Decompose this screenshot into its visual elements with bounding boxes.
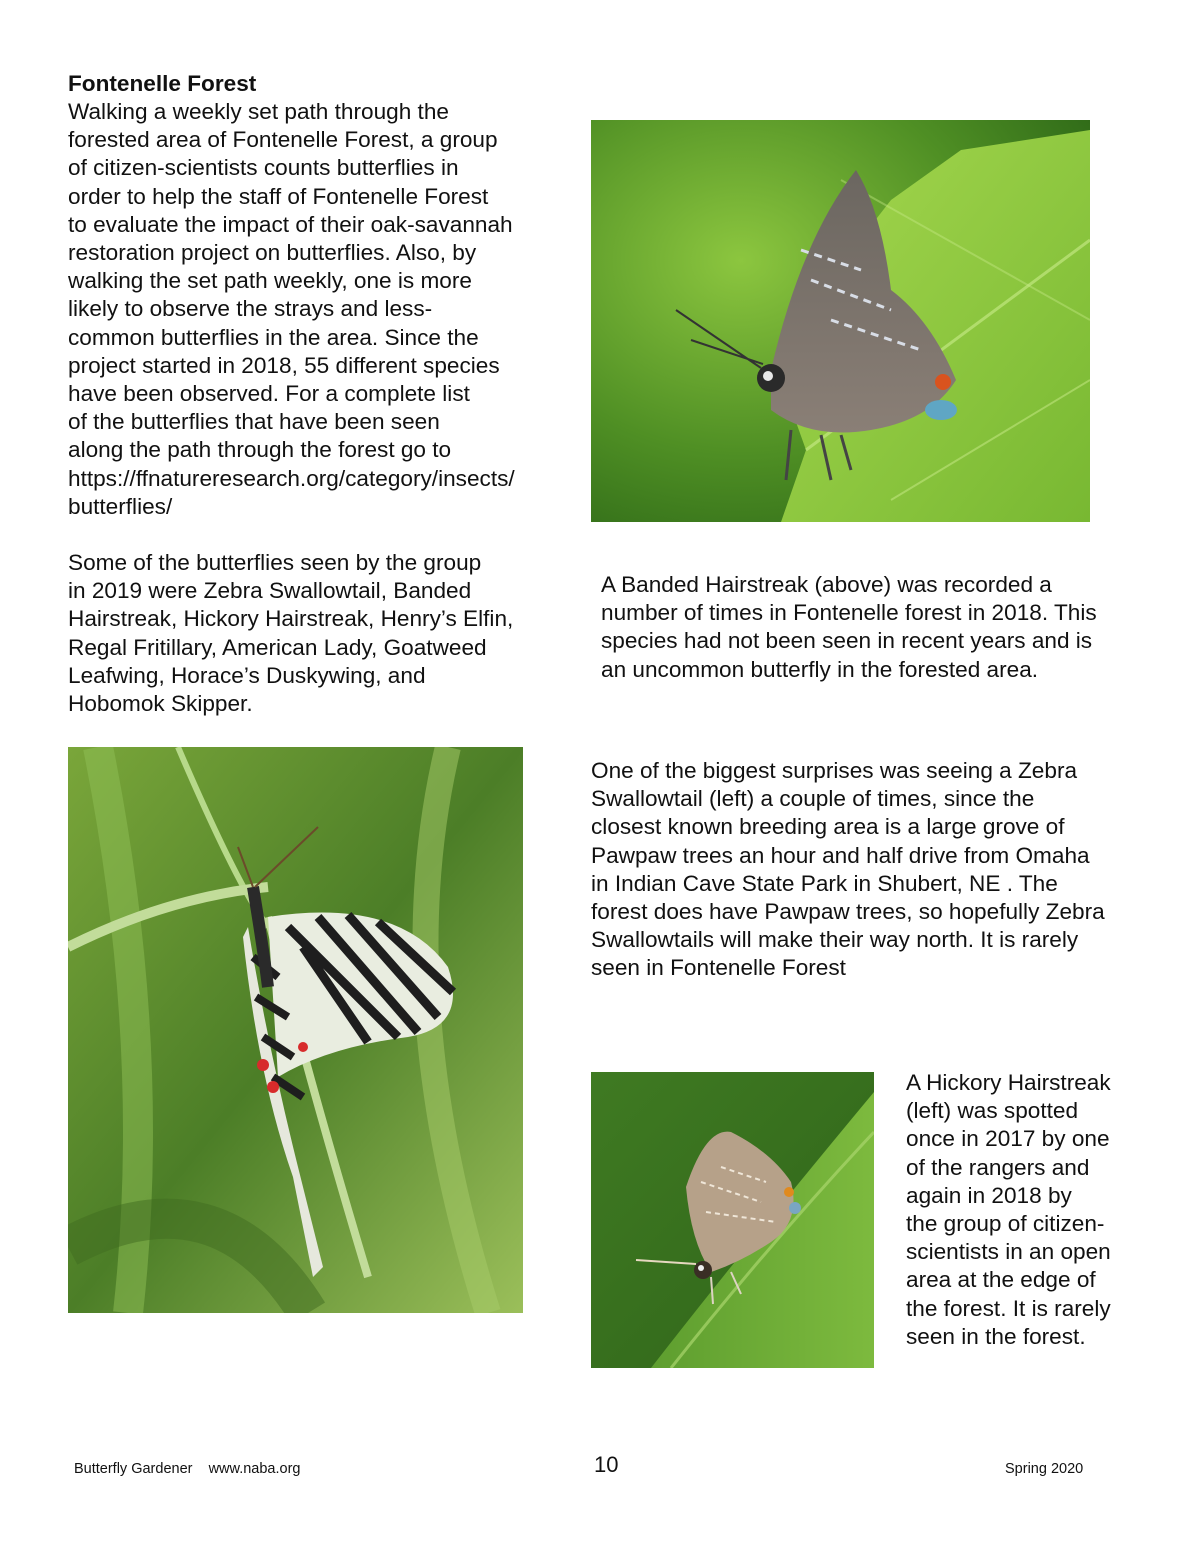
article-heading: Fontenelle Forest bbox=[68, 71, 257, 96]
hickory-hairstreak-caption: A Hickory Hairstreak (left) was spotted once in 2017 by one of the rangers and again in 2018 by the group of citizen- scientists in an open area at the edge of the forest. It is rarely seen in the forest. bbox=[906, 1070, 1111, 1349]
banded-hairstreak-photo bbox=[591, 120, 1090, 522]
footer-publication: Butterfly Gardener www.naba.org bbox=[74, 1461, 301, 1477]
species-paragraph: Some of the butterflies seen by the group in 2019 were Zebra Swallowtail, Banded Hairstreak, Hickory Hairstreak, Henry’s Elfin, Regal Fritillary, American Lady, Goatweed Leafwing, Horace’s Duskywing, and Hobomok Skipper. bbox=[68, 550, 514, 717]
zebra-swallowtail-caption: One of the biggest surprises was seeing a Zebra Swallowtail (left) a couple of times, since the closest known breeding area is a large grove of Pawpaw trees an hour and half drive from Omaha in Indian Cave State Park in Shubert, NE . The forest does have Pawpaw trees, so hopefully Zebra Swallowtails will make their way north. It is rarely seen in Fontenelle Forest bbox=[591, 758, 1105, 981]
intro-paragraph: Walking a weekly set path through the forested area of Fontenelle Forest, a group of citizen-scientists counts butterflies in order to help the staff of Fontenelle Forest to evaluate the impact of their oak-savannah restoration project on butterflies. Also, by walking the set path weekly, one is more likely to observe the strays and less- common butterflies in the area. Since the project started in 2018, 55 different species have been observed. For a complete list of the butterflies that have been seen along the path through the forest go to https://ffnatureresearch.org/category/insects/ butterflies/ bbox=[68, 99, 515, 519]
zebra-swallowtail-photo bbox=[68, 747, 523, 1313]
footer-issue: Spring 2020 bbox=[1005, 1461, 1084, 1477]
banded-hairstreak-caption: A Banded Hairstreak (above) was recorded a number of times in Fontenelle forest in 2018. This species had not been seen in recent years and is an uncommon butterfly in the forested area. bbox=[601, 572, 1097, 682]
hickory-hairstreak-photo bbox=[591, 1072, 874, 1368]
page-number: 10 bbox=[594, 1452, 619, 1477]
